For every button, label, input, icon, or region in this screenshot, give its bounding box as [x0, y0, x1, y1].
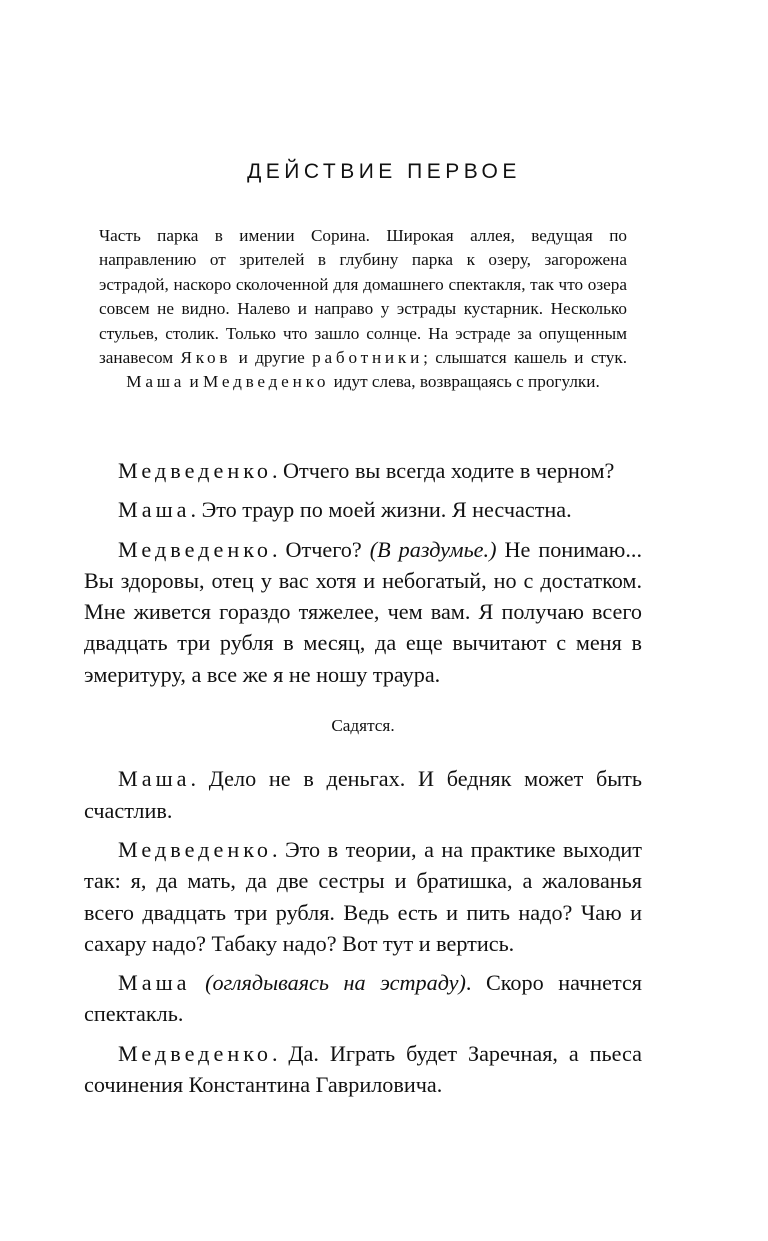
stage-direction-text: Часть парка в имении Сорина. Широкая аллея, ведущая по направлению от зрителей в глубину парка к озеру, загорожена эстрадой, наскоро сколоченной для домашнего спектакля, так что озера совсем не видно. Налево и направо у эстрады кустарник. Несколько стульев, столик. Только что зашло солнце. На эстраде за опущенным занавесом	[99, 226, 627, 368]
stage-remark: (оглядываясь на эстраду)	[205, 970, 466, 996]
character-name-medvedenko: Медведенко	[203, 372, 330, 392]
stage-direction-text: и	[185, 372, 204, 392]
act-title: ДЕЙСТВИЕ ПЕРВОЕ	[247, 160, 521, 183]
line-text: . Скоро начнется спектакль.	[84, 970, 642, 1027]
stage-remark: (В раздумье.)	[369, 536, 497, 562]
opening-stage-direction	[99, 224, 627, 395]
dialogue-line	[84, 834, 642, 959]
speaker-name: Медведенко	[118, 458, 272, 483]
dialogue-block	[84, 455, 642, 1108]
stage-direction-sit: Садятся.	[331, 716, 395, 736]
stage-direction-text: и другие	[231, 348, 313, 368]
dialogue-line	[84, 455, 642, 486]
speaker-name: Маша	[118, 766, 191, 792]
line-text: . Да. Играть будет Заречная, а пьеса сочинения Константина Гавриловича.	[84, 1040, 642, 1098]
dialogue-line	[84, 763, 642, 826]
character-name-yakov: Яков	[180, 348, 232, 368]
dialogue-line	[84, 534, 642, 690]
character-name-masha: Маша	[126, 372, 186, 392]
line-text: . Отчего вы всегда ходите в черном?	[271, 458, 615, 483]
stage-direction-text: ; слышатся кашель и стук.	[423, 348, 627, 368]
speaker-name: Медведенко	[118, 1040, 272, 1066]
dialogue-line	[84, 1038, 642, 1101]
line-text: . Это в теории, а на практике выходит так: я, да мать, да две сестры и братишка, а жалованья всего двадцать три рубля. Ведь есть и пить надо? Чаю и сахару надо? Табаку надо? Вот тут и вертись.	[84, 836, 642, 956]
line-text: . Отчего?	[271, 536, 370, 562]
speaker-name: Медведенко	[118, 836, 272, 862]
speaker-name: Маша	[118, 970, 191, 996]
speaker-name: Медведенко	[118, 536, 272, 562]
speaker-name: Маша	[118, 497, 191, 523]
line-text: . Это траур по моей жизни. Я несчастна.	[190, 497, 572, 523]
workers-label: работники	[312, 348, 424, 368]
dialogue-line	[84, 494, 642, 525]
stage-direction-text: идут слева, возвращаясь с прогулки.	[329, 372, 600, 392]
line-text: . Дело не в деньгах. И бедняк может быть счастлив.	[84, 766, 642, 823]
dialogue-line	[84, 967, 642, 1030]
line-text: Не понимаю... Вы здоровы, отец у вас хотя и небогатый, но с достатком. Мне живется гораздо тяжелее, чем вам. Я получаю всего двадцать три рубля в месяц, да еще вычитают с меня в эмеритуру, а все же я не ношу траура.	[84, 536, 643, 687]
